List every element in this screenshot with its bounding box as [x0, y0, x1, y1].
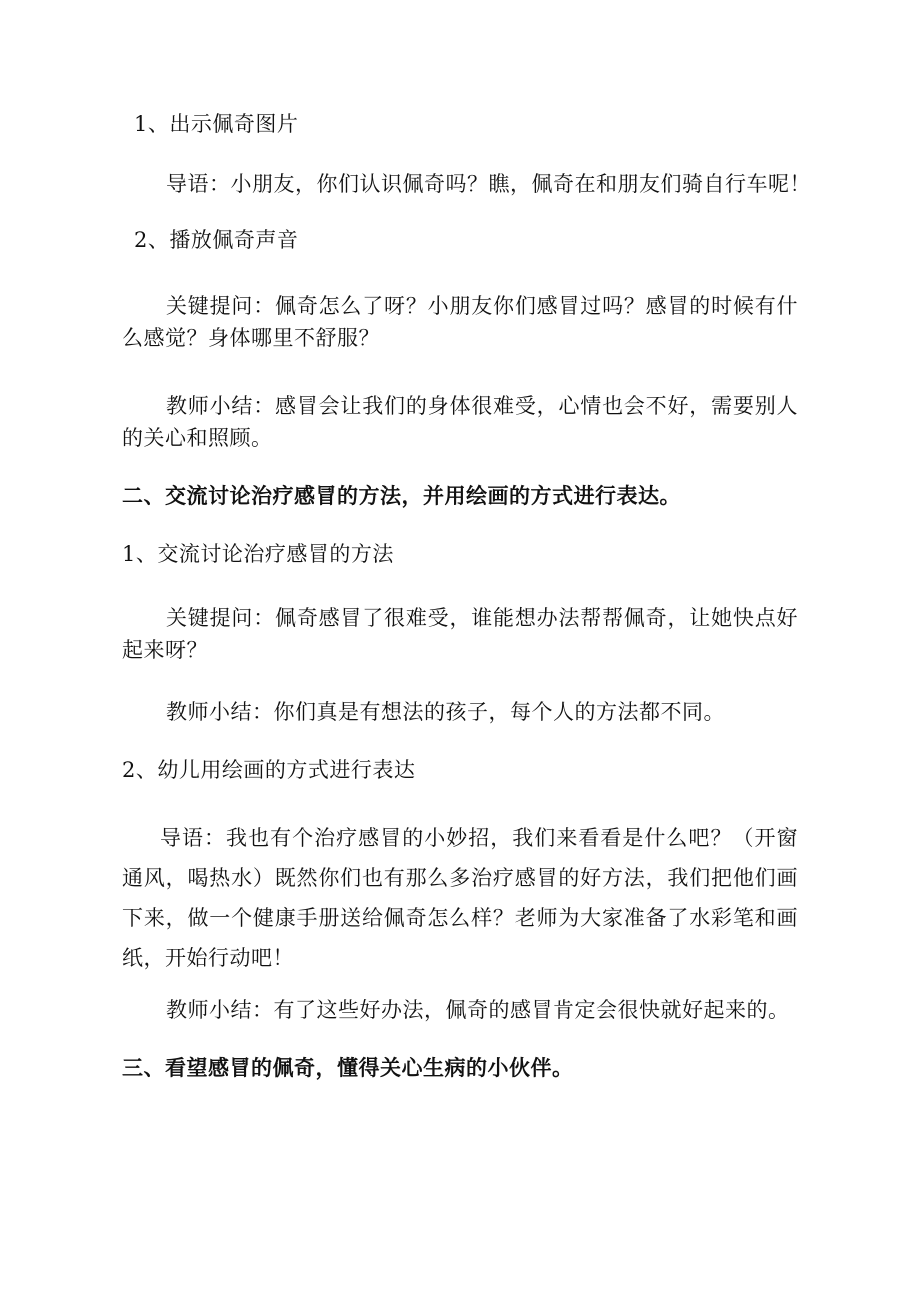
section-heading-visit-peppa: 三、看望感冒的佩奇，懂得关心生病的小伙伴。: [122, 1055, 574, 1080]
section-heading-discuss-cold-treatment: 二、交流讨论治疗感冒的方法，并用绘画的方式进行表达。: [122, 483, 681, 508]
intro-text-cold-tips: 导语：我也有个治疗感冒的小妙招，我们来看看是什么吧？（开窗通风，喝热水）既然你们也有那么多治疗感冒的好方法，我们把他们画下来，做一个健康手册送给佩奇怎么样？老师为大家准备了水彩笔和画纸，开始行动吧！: [122, 826, 798, 970]
key-question-peppa-cold: 关键提问：佩奇怎么了呀？小朋友你们感冒过吗？感冒的时候有什么感觉？身体哪里不舒服？: [122, 294, 798, 350]
teacher-summary-cold-feeling: 教师小结：感冒会让我们的身体很难受，心情也会不好，需要别人的关心和照顾。: [122, 394, 798, 450]
item-title-play-peppa-sound: 2、播放佩奇声音: [134, 228, 299, 252]
teacher-summary-ideas: 教师小结：你们真是有想法的孩子，每个人的方法都不同。: [166, 700, 725, 724]
teacher-summary-good-methods: 教师小结：有了这些好办法，佩奇的感冒肯定会很快就好起来的。: [166, 998, 790, 1022]
intro-text-recognize-peppa: 导语：小朋友，你们认识佩奇吗？瞧，佩奇在和朋友们骑自行车呢！: [166, 172, 811, 196]
item-title-show-peppa-picture: 1、出示佩奇图片: [134, 112, 299, 136]
key-question-help-peppa: 关键提问：佩奇感冒了很难受，谁能想办法帮帮佩奇，让她快点好起来呀？: [122, 606, 798, 662]
item-title-discuss-methods: 1、交流讨论治疗感冒的方法: [122, 542, 394, 566]
item-title-drawing-expression: 2、幼儿用绘画的方式进行表达: [122, 758, 416, 782]
